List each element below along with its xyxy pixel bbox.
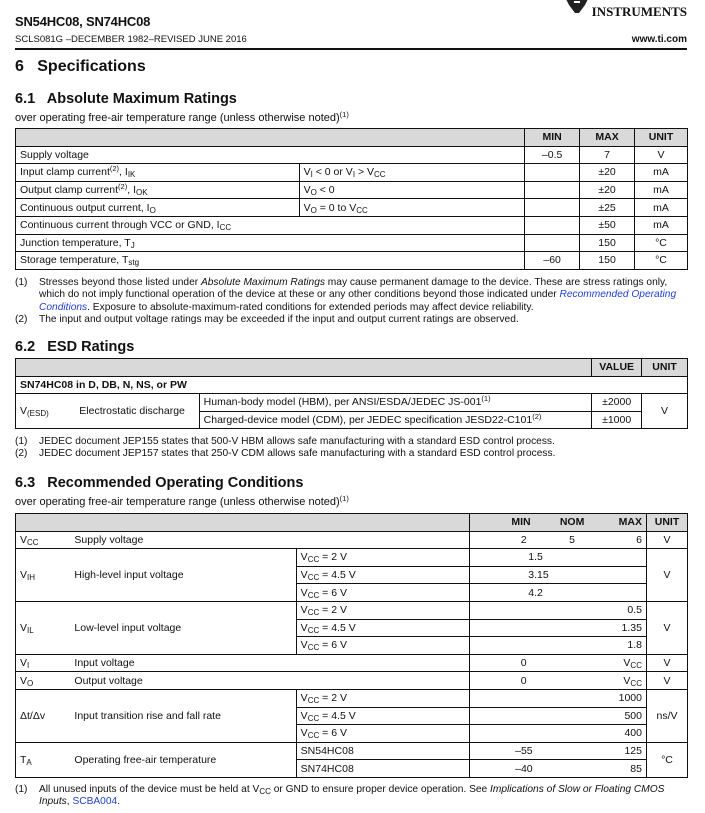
esd-table — [15, 358, 688, 429]
condition: $V_{CC} = 4.5$ V — [296, 707, 470, 725]
condition: $V_{CC} = 6$ V — [296, 637, 470, 655]
unit: V — [646, 549, 687, 602]
symbol: Δt/Δv — [16, 689, 71, 742]
min: –40 — [470, 760, 545, 778]
condition: $V_{CC} = 2$ V — [296, 689, 470, 707]
max: 150 — [580, 252, 635, 270]
param: Continuous current through VCC or GND, $I_{CC}$ — [16, 216, 525, 234]
footnote-number: (2) — [15, 314, 28, 325]
unit: °C — [635, 252, 688, 270]
unit: V — [635, 146, 688, 164]
table-row — [16, 146, 688, 164]
condition: $V_{CC} = 6$ V — [296, 584, 470, 602]
table-row — [16, 164, 688, 182]
subtitle-text: over operating free-air temperature range (unless otherwise noted) — [15, 496, 340, 508]
unit: V — [646, 601, 687, 654]
min: 0 — [470, 672, 545, 690]
footnote — [15, 277, 685, 314]
group-label: SN74HC08 in D, DB, N, NS, or PW — [16, 376, 688, 394]
header-unit: UNIT — [642, 359, 688, 377]
unit: V — [646, 531, 687, 549]
footnote — [15, 784, 685, 809]
footnote-text: JEDEC document JEP155 states that 500-V HBM allows safe manufacturing with a standard ESD control process. — [39, 436, 555, 447]
symbol: $V_I$ — [16, 654, 71, 672]
ti-logo — [566, 0, 687, 19]
max: 125 — [600, 742, 647, 760]
footnote — [15, 448, 685, 460]
table-row — [16, 601, 688, 619]
header-min: MIN — [525, 129, 580, 147]
footnote-text: All unused inputs of the device must be held at $V_{CC}$ or GND to ensure proper device operation. See Implications of Slow or Floating CMOS Inputs, SCBA004. — [39, 784, 665, 808]
condition: $V_{CC} = 2$ V — [296, 549, 470, 567]
symbol: $V_O$ — [16, 672, 71, 690]
footnote-ref: (1) — [339, 494, 349, 503]
param: Supply voltage — [70, 531, 469, 549]
esd-heading — [15, 339, 134, 355]
max: 500 — [470, 707, 647, 725]
section-title-text: Specifications — [37, 58, 146, 75]
table-row — [16, 531, 688, 549]
param: Input clamp current$^{(2)}$, $I_{IK}$ — [16, 164, 300, 182]
unit: V — [646, 654, 687, 672]
max: 150 — [580, 234, 635, 252]
min: –60 — [525, 252, 580, 270]
max: 0.5 — [470, 601, 647, 619]
unit: V — [646, 672, 687, 690]
param: Low-level input voltage — [70, 601, 296, 654]
table-row — [16, 742, 688, 760]
footnote-ref: (1) — [339, 110, 349, 119]
condition: Charged-device model (CDM), per JEDEC specification JESD22-C101$^{(2)}$ — [199, 411, 592, 429]
table-row — [16, 252, 688, 270]
table-row — [16, 394, 688, 412]
values: 4.2 — [470, 584, 647, 602]
param: Input voltage — [70, 654, 469, 672]
header-blank — [16, 514, 470, 532]
max: 7 — [580, 146, 635, 164]
values: 1.5 — [470, 549, 647, 567]
document-title: SN54HC08, SN74HC08 — [15, 14, 151, 29]
min: 2 — [470, 531, 545, 549]
param: Junction temperature, $T_J$ — [16, 234, 525, 252]
max: 1.8 — [470, 637, 647, 655]
max: 1000 — [470, 689, 647, 707]
section-title — [15, 58, 146, 76]
condition: $V_O < 0$ — [299, 181, 525, 199]
table-row — [16, 654, 688, 672]
recommended-operating-conditions-link[interactable]: Recommended Operating Conditions — [39, 289, 677, 313]
nom — [545, 654, 600, 672]
symbol: $V_{IL}$ — [16, 601, 71, 654]
abs-max-subtitle — [15, 112, 349, 124]
max: ±25 — [580, 199, 635, 217]
min — [525, 216, 580, 234]
heading-text: Recommended Operating Conditions — [47, 475, 304, 491]
unit: V — [642, 394, 688, 429]
min — [525, 234, 580, 252]
table-header-row — [16, 129, 688, 147]
heading-number: 6.1 — [15, 91, 36, 107]
header-blank — [16, 359, 592, 377]
max: ±20 — [580, 164, 635, 182]
min — [525, 199, 580, 217]
unit: °C — [646, 742, 687, 777]
header-max: MAX — [600, 514, 647, 532]
min — [525, 181, 580, 199]
footnote-number: (1) — [15, 784, 28, 795]
header-value: VALUE — [592, 359, 642, 377]
condition: Human-body model (HBM), per ANSI/ESDA/JEDEC JS-001$^{(1)}$ — [199, 394, 592, 412]
ti-logo-icon — [566, 0, 588, 13]
footnote — [15, 314, 685, 326]
values: 3.15 — [470, 566, 647, 584]
param: Storage temperature, $T_{stg}$ — [16, 252, 525, 270]
header-blank — [16, 129, 525, 147]
footnote-number: (1) — [15, 277, 28, 288]
unit: mA — [635, 216, 688, 234]
footnote-number: (2) — [15, 448, 28, 459]
unit: °C — [635, 234, 688, 252]
param: Continuous output current, $I_O$ — [16, 199, 300, 217]
max: ±50 — [580, 216, 635, 234]
logo-text: INSTRUMENTS — [591, 4, 687, 19]
max: 1.35 — [470, 619, 647, 637]
table-header-row — [16, 359, 688, 377]
table-row — [16, 234, 688, 252]
condition: $V_I < 0$ or $V_I > V_{CC}$ — [299, 164, 525, 182]
condition: $V_{CC} = 6$ V — [296, 725, 470, 743]
heading-text: ESD Ratings — [47, 339, 135, 355]
section-number: 6 — [15, 58, 24, 75]
condition: $V_{CC} = 4.5$ V — [296, 619, 470, 637]
heading-text: Absolute Maximum Ratings — [46, 91, 237, 107]
roc-heading — [15, 475, 303, 491]
table-group-row — [16, 376, 688, 394]
nom — [545, 760, 600, 778]
header-unit: UNIT — [635, 129, 688, 147]
footnote-number: (1) — [15, 436, 28, 447]
scba004-link[interactable]: SCBA004 — [72, 796, 118, 808]
footnote-text: Stresses beyond those listed under Absolute Maximum Ratings may cause permanent damage to the device. These are stress ratings only, which do not imply functional operation of the device at these or any other conditions beyond those indicated under Recommended Operating Conditions. Exposure to absolute-maximum-rated conditions for extended periods may affect device reliability. — [39, 277, 677, 313]
param: Input transition rise and fall rate — [70, 689, 296, 742]
unit: mA — [635, 181, 688, 199]
table-row — [16, 199, 688, 217]
table-row — [16, 689, 688, 707]
min: –0.5 — [525, 146, 580, 164]
footnote-text: JEDEC document JEP157 states that 250-V CDM allows safe manufacturing with a standard ESD control process. — [39, 448, 556, 459]
max: 85 — [600, 760, 647, 778]
nom — [545, 742, 600, 760]
roc-subtitle — [15, 496, 349, 508]
max: $V_{CC}$ — [600, 672, 647, 690]
unit: ns/V — [646, 689, 687, 742]
table-row — [16, 181, 688, 199]
param: Output clamp current$^{(2)}$, $I_{OK}$ — [16, 181, 300, 199]
min — [525, 164, 580, 182]
symbol: $V_{IH}$ — [16, 549, 71, 602]
header-rule — [15, 48, 687, 50]
heading-number: 6.2 — [15, 339, 36, 355]
abs-max-table — [15, 128, 688, 270]
footnote — [15, 436, 685, 448]
abs-max-heading — [15, 91, 237, 107]
header-unit: UNIT — [646, 514, 687, 532]
condition: SN74HC08 — [296, 760, 470, 778]
max: $V_{CC}$ — [600, 654, 647, 672]
max: 400 — [470, 725, 647, 743]
condition: $V_O = 0$ to $V_{CC}$ — [299, 199, 525, 217]
param: Output voltage — [70, 672, 469, 690]
heading-number: 6.3 — [15, 475, 36, 491]
value: ±2000 — [592, 394, 642, 412]
unit: mA — [635, 164, 688, 182]
param: Operating free-air temperature — [70, 742, 296, 777]
max: 6 — [600, 531, 647, 549]
header-min: MIN — [470, 514, 545, 532]
value: ±1000 — [592, 411, 642, 429]
param: High-level input voltage — [70, 549, 296, 602]
header-nom: NOM — [545, 514, 600, 532]
header-max: MAX — [580, 129, 635, 147]
min: –55 — [470, 742, 545, 760]
max: ±20 — [580, 181, 635, 199]
website-link[interactable]: www.ti.com — [631, 34, 687, 45]
condition: $V_{CC} = 4.5$ V — [296, 566, 470, 584]
roc-table — [15, 513, 688, 778]
symbol: $T_A$ — [16, 742, 71, 777]
table-row — [16, 549, 688, 567]
param: Electrostatic discharge — [75, 394, 199, 429]
nom: 5 — [545, 531, 600, 549]
table-row — [16, 672, 688, 690]
param: Supply voltage — [16, 146, 525, 164]
symbol: $V_{CC}$ — [16, 531, 71, 549]
footnote-text: The input and output voltage ratings may be exceeded if the input and output current ratings are observed. — [39, 314, 519, 325]
unit: mA — [635, 199, 688, 217]
nom — [545, 672, 600, 690]
subtitle-text: over operating free-air temperature range (unless otherwise noted) — [15, 112, 340, 124]
table-row — [16, 216, 688, 234]
condition: $V_{CC} = 2$ V — [296, 601, 470, 619]
document-id: SCLS081G –DECEMBER 1982–REVISED JUNE 2016 — [15, 34, 247, 45]
table-header-row — [16, 514, 688, 532]
symbol: $V_{(ESD)}$ — [16, 394, 76, 429]
min: 0 — [470, 654, 545, 672]
condition: SN54HC08 — [296, 742, 470, 760]
